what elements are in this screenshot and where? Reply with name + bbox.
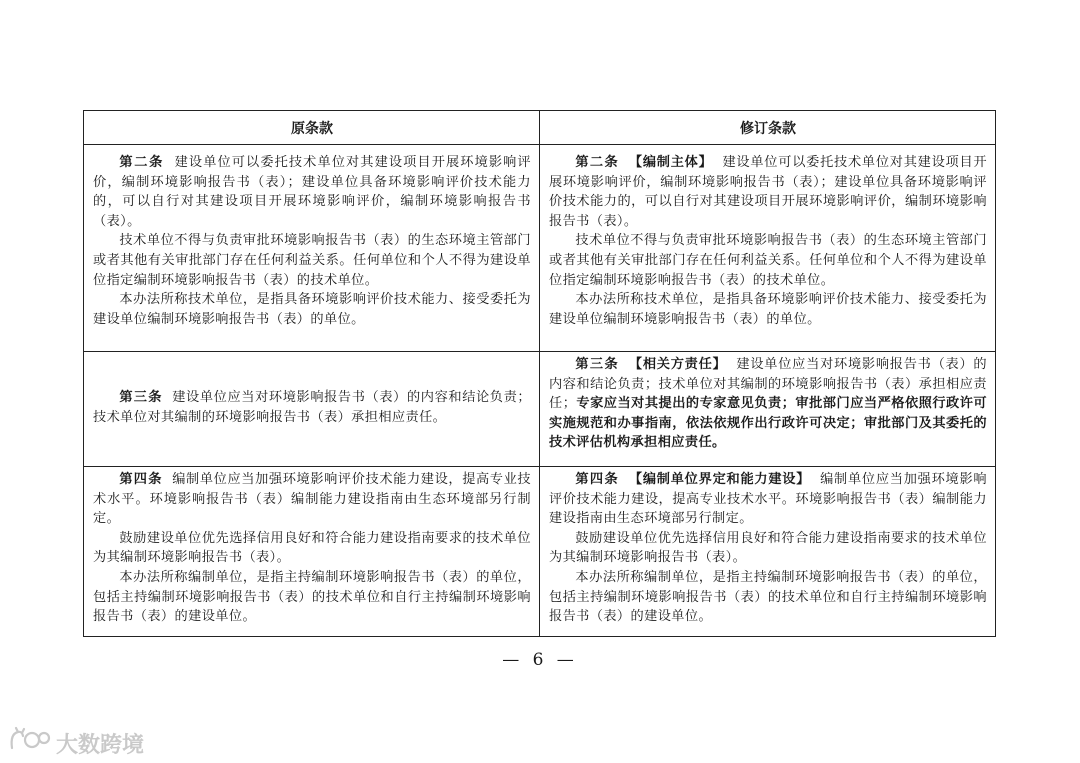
article-paragraph: 技术单位不得与负责审批环境影响报告书（表）的生态环境主管部门或者其他有关审批部门存在任何利益关系。任何单位和个人不得为建设单位指定编制环境影响报告书（表）的技术单位。 (549, 233, 987, 288)
revised-cell (540, 467, 996, 637)
cat-logo-icon (8, 726, 52, 760)
comparison-table (83, 110, 996, 637)
article-text: 编制单位应当加强环境影响评价技术能力建设，提高专业技术水平。环境影响报告书（表）编制能力建设指南由生态环境部另行制定。 (549, 472, 988, 527)
article-label: 第四条 (119, 472, 163, 487)
article-label: 第二条 (119, 155, 165, 170)
article-heading: 【相关方责任】 (628, 357, 727, 372)
article-text: 编制单位应当加强环境影响评价技术能力建设，提高专业技术水平。环境影响报告书（表）编制能力建设指南由生态环境部另行制定。 (93, 472, 532, 527)
header-revised: 修订条款 (540, 111, 996, 145)
article-paragraph: 技术单位不得与负责审批环境影响报告书（表）的生态环境主管部门或者其他有关审批部门存在任何利益关系。任何单位和个人不得为建设单位指定编制环境影响报告书（表）的技术单位。 (93, 233, 531, 288)
table-row (84, 145, 996, 352)
article-paragraph: 本办法所称编制单位，是指主持编制环境影响报告书（表）的单位，包括主持编制环境影响报告书（表）的技术单位和自行主持编制环境影响报告书（表）的建设单位。 (549, 569, 987, 625)
revised-cell (540, 352, 996, 467)
article-text: 建设单位应当对环境影响报告书（表）的内容和结论负责；技术单位对其编制的环境影响报告书（表）承担相应责任； (549, 357, 988, 412)
article-label: 第三条 (119, 389, 163, 405)
original-cell (84, 467, 540, 637)
original-cell (84, 352, 540, 467)
article-paragraph: 本办法所称编制单位，是指主持编制环境影响报告书（表）的单位，包括主持编制环境影响报告书（表）的技术单位和自行主持编制环境影响报告书（表）的建设单位。 (93, 569, 531, 625)
article-text: 建设单位可以委托技术单位对其建设项目开展环境影响评价，编制环境影响报告书（表）；建设单位具备环境影响评价技术能力的，可以自行对其建设项目开展环境影响评价，编制环境影响报告书（表）。 (549, 155, 988, 229)
original-cell (84, 145, 540, 352)
article-label: 第三条 (575, 357, 620, 372)
article-text: 建设单位应当对环境影响报告书（表）的内容和结论负责；技术单位对其编制的环境影响报告书（表）承担相应责任。 (93, 389, 532, 425)
article-text: 建设单位可以委托技术单位对其建设项目开展环境影响评价，编制环境影响报告书（表）；建设单位具备环境影响评价技术能力的，可以自行对其建设项目开展环境影响评价，编制环境影响报告书（表）。 (93, 155, 532, 229)
added-text: 专家应当对其提出的专家意见负责；审批部门应当严格依照行政许可实施规范和办事指南，依法依规作出行政许可决定；审批部门及其委托的技术评估机构承担相应责任。 (549, 396, 987, 451)
article-label: 第四条 (575, 472, 620, 487)
article-paragraph: 本办法所称技术单位，是指具备环境影响评价技术能力、接受委托为建设单位编制环境影响报告书（表）的单位。 (93, 292, 531, 327)
table-row (84, 467, 996, 637)
article-paragraph: 鼓励建设单位优先选择信用良好和符合能力建设指南要求的技术单位为其编制环境影响报告书（表）。 (93, 530, 531, 566)
article-heading: 【编制主体】 (628, 155, 713, 170)
article-paragraph: 本办法所称技术单位，是指具备环境影响评价技术能力、接受委托为建设单位编制环境影响报告书（表）的单位。 (549, 292, 987, 327)
article-paragraph: 鼓励建设单位优先选择信用良好和符合能力建设指南要求的技术单位为其编制环境影响报告书（表）。 (549, 530, 987, 566)
table-row (84, 352, 996, 467)
header-original: 原条款 (84, 111, 540, 145)
page-number: — 6 — (502, 650, 578, 670)
watermark-text: 大数跨境 (56, 732, 145, 758)
revised-cell (540, 145, 996, 352)
table-header-row (84, 111, 996, 145)
article-heading: 【编制单位界定和能力建设】 (628, 472, 811, 487)
article-label: 第二条 (575, 155, 620, 170)
watermark (8, 726, 144, 760)
